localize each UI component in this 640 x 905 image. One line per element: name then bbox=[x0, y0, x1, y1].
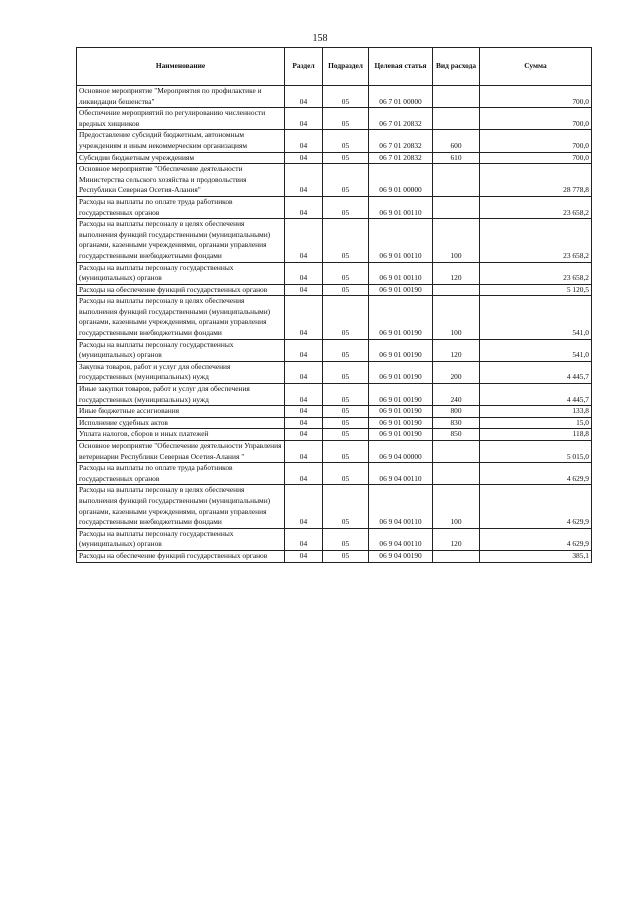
header-subsection: Подраздел bbox=[323, 48, 369, 86]
cell-name: Расходы на выплаты персоналу в целях обеспечения выполнения функций государственными (муниципальными) органами, казенными учреждениями, органами управления государственными внебюджетными фондами bbox=[77, 219, 285, 262]
cell-expense-type bbox=[433, 108, 480, 130]
table-row bbox=[77, 361, 592, 383]
cell-expense-type: 120 bbox=[433, 262, 480, 284]
cell-target: 06 9 01 00110 bbox=[369, 196, 433, 218]
cell-amount: 28 778,8 bbox=[480, 164, 592, 197]
cell-subsection: 05 bbox=[323, 130, 369, 152]
table-row bbox=[77, 164, 592, 197]
cell-name: Субсидии бюджетным учреждениям bbox=[77, 152, 285, 164]
cell-expense-type bbox=[433, 441, 480, 463]
cell-subsection: 05 bbox=[323, 406, 369, 418]
cell-section: 04 bbox=[285, 528, 323, 550]
cell-amount: 385,1 bbox=[480, 550, 592, 562]
cell-expense-type bbox=[433, 284, 480, 296]
table-row bbox=[77, 417, 592, 429]
cell-subsection: 05 bbox=[323, 296, 369, 339]
cell-name: Расходы на выплаты по оплате труда работников государственных органов bbox=[77, 463, 285, 485]
cell-expense-type: 120 bbox=[433, 528, 480, 550]
cell-name: Расходы на выплаты персоналу в целях обеспечения выполнения функций государственными (муниципальными) органами, казенными учреждениями, органами управления государственными внебюджетными фондами bbox=[77, 485, 285, 528]
cell-expense-type: 610 bbox=[433, 152, 480, 164]
cell-name: Исполнение судебных актов bbox=[77, 417, 285, 429]
cell-subsection: 05 bbox=[323, 152, 369, 164]
cell-expense-type bbox=[433, 463, 480, 485]
cell-target: 06 9 04 00000 bbox=[369, 441, 433, 463]
cell-subsection: 05 bbox=[323, 550, 369, 562]
cell-amount: 700,0 bbox=[480, 130, 592, 152]
table-row bbox=[77, 108, 592, 130]
cell-section: 04 bbox=[285, 284, 323, 296]
cell-name: Основное мероприятие "Мероприятия по профилактике и ликвидации бешенства" bbox=[77, 86, 285, 108]
cell-target: 06 9 01 00190 bbox=[369, 339, 433, 361]
cell-section: 04 bbox=[285, 296, 323, 339]
cell-expense-type: 830 bbox=[433, 417, 480, 429]
cell-section: 04 bbox=[285, 384, 323, 406]
cell-target: 06 9 01 00190 bbox=[369, 284, 433, 296]
cell-name: Расходы на обеспечение функций государственных органов bbox=[77, 550, 285, 562]
cell-target: 06 9 01 00190 bbox=[369, 406, 433, 418]
cell-name: Основное мероприятие "Обеспечение деятельности Управления ветеринарии Республики Северная Осетия-Алания " bbox=[77, 441, 285, 463]
cell-name: Расходы на обеспечение функций государственных органов bbox=[77, 284, 285, 296]
cell-amount: 541,0 bbox=[480, 339, 592, 361]
cell-target: 06 9 04 00110 bbox=[369, 463, 433, 485]
table-row bbox=[77, 196, 592, 218]
table-row bbox=[77, 152, 592, 164]
cell-subsection: 05 bbox=[323, 441, 369, 463]
cell-section: 04 bbox=[285, 361, 323, 383]
cell-section: 04 bbox=[285, 196, 323, 218]
cell-name: Закупка товаров, работ и услуг для обеспечения государственных (муниципальных) нужд bbox=[77, 361, 285, 383]
cell-subsection: 05 bbox=[323, 485, 369, 528]
cell-target: 06 9 01 00190 bbox=[369, 429, 433, 441]
cell-target: 06 9 01 00190 bbox=[369, 361, 433, 383]
cell-target: 06 9 01 00110 bbox=[369, 219, 433, 262]
cell-name: Обеспечение мероприятий по регулированию численности вредных хищников bbox=[77, 108, 285, 130]
cell-section: 04 bbox=[285, 485, 323, 528]
cell-section: 04 bbox=[285, 164, 323, 197]
cell-subsection: 05 bbox=[323, 108, 369, 130]
cell-expense-type bbox=[433, 164, 480, 197]
cell-name: Расходы на выплаты персоналу государственных (муниципальных) органов bbox=[77, 339, 285, 361]
cell-section: 04 bbox=[285, 463, 323, 485]
cell-amount: 133,8 bbox=[480, 406, 592, 418]
table-header-row bbox=[77, 48, 592, 86]
cell-name: Расходы на выплаты персоналу в целях обеспечения выполнения функций государственными (муниципальными) органами, казенными учреждениями, органами управления государственными внебюджетными фондами bbox=[77, 296, 285, 339]
cell-section: 04 bbox=[285, 417, 323, 429]
cell-subsection: 05 bbox=[323, 262, 369, 284]
table-row bbox=[77, 86, 592, 108]
cell-expense-type: 200 bbox=[433, 361, 480, 383]
cell-target: 06 7 01 20832 bbox=[369, 108, 433, 130]
table-row bbox=[77, 296, 592, 339]
cell-amount: 118,8 bbox=[480, 429, 592, 441]
cell-name: Иные закупки товаров, работ и услуг для обеспечения государственных (муниципальных) нужд bbox=[77, 384, 285, 406]
cell-expense-type: 240 bbox=[433, 384, 480, 406]
cell-section: 04 bbox=[285, 262, 323, 284]
cell-target: 06 7 01 20832 bbox=[369, 152, 433, 164]
table-row bbox=[77, 262, 592, 284]
cell-name: Предоставление субсидий бюджетным, автономным учреждениям и иным некоммерческим организациям bbox=[77, 130, 285, 152]
cell-name: Основное мероприятие "Обеспечение деятельности Министерства сельского хозяйства и продовольствия Республики Северная Осетия-Алания" bbox=[77, 164, 285, 197]
header-section: Раздел bbox=[285, 48, 323, 86]
budget-table bbox=[76, 47, 592, 563]
cell-amount: 4 445,7 bbox=[480, 361, 592, 383]
cell-expense-type: 100 bbox=[433, 485, 480, 528]
cell-subsection: 05 bbox=[323, 417, 369, 429]
cell-subsection: 05 bbox=[323, 528, 369, 550]
table-row bbox=[77, 130, 592, 152]
cell-target: 06 9 01 00110 bbox=[369, 262, 433, 284]
cell-section: 04 bbox=[285, 406, 323, 418]
cell-subsection: 05 bbox=[323, 284, 369, 296]
cell-amount: 700,0 bbox=[480, 86, 592, 108]
header-expense-type: Вид расхода bbox=[433, 48, 480, 86]
table-row bbox=[77, 219, 592, 262]
table-row bbox=[77, 528, 592, 550]
cell-name: Расходы на выплаты по оплате труда работников государственных органов bbox=[77, 196, 285, 218]
cell-amount: 23 658,2 bbox=[480, 262, 592, 284]
cell-name: Уплата налогов, сборов и иных платежей bbox=[77, 429, 285, 441]
cell-subsection: 05 bbox=[323, 196, 369, 218]
cell-section: 04 bbox=[285, 108, 323, 130]
table-row bbox=[77, 284, 592, 296]
cell-section: 04 bbox=[285, 550, 323, 562]
cell-subsection: 05 bbox=[323, 164, 369, 197]
cell-expense-type: 850 bbox=[433, 429, 480, 441]
cell-amount: 5 120,5 bbox=[480, 284, 592, 296]
cell-subsection: 05 bbox=[323, 219, 369, 262]
cell-expense-type: 100 bbox=[433, 219, 480, 262]
cell-amount: 23 658,2 bbox=[480, 196, 592, 218]
table-row bbox=[77, 384, 592, 406]
cell-section: 04 bbox=[285, 441, 323, 463]
table-row bbox=[77, 485, 592, 528]
cell-expense-type bbox=[433, 86, 480, 108]
cell-name: Иные бюджетные ассигнования bbox=[77, 406, 285, 418]
table-row bbox=[77, 463, 592, 485]
header-name: Наименование bbox=[77, 48, 285, 86]
cell-amount: 4 629,9 bbox=[480, 485, 592, 528]
cell-name: Расходы на выплаты персоналу государственных (муниципальных) органов bbox=[77, 262, 285, 284]
table-row bbox=[77, 339, 592, 361]
cell-target: 06 9 01 00000 bbox=[369, 164, 433, 197]
cell-section: 04 bbox=[285, 86, 323, 108]
cell-expense-type: 120 bbox=[433, 339, 480, 361]
cell-amount: 5 015,0 bbox=[480, 441, 592, 463]
cell-section: 04 bbox=[285, 219, 323, 262]
cell-target: 06 9 04 00190 bbox=[369, 550, 433, 562]
cell-target: 06 9 01 00190 bbox=[369, 384, 433, 406]
cell-name: Расходы на выплаты персоналу государственных (муниципальных) органов bbox=[77, 528, 285, 550]
cell-subsection: 05 bbox=[323, 361, 369, 383]
cell-section: 04 bbox=[285, 130, 323, 152]
cell-target: 06 7 01 00000 bbox=[369, 86, 433, 108]
cell-amount: 700,0 bbox=[480, 152, 592, 164]
cell-amount: 15,0 bbox=[480, 417, 592, 429]
table-row bbox=[77, 550, 592, 562]
cell-subsection: 05 bbox=[323, 384, 369, 406]
cell-amount: 700,0 bbox=[480, 108, 592, 130]
cell-subsection: 05 bbox=[323, 339, 369, 361]
cell-expense-type: 100 bbox=[433, 296, 480, 339]
cell-amount: 4 445,7 bbox=[480, 384, 592, 406]
cell-amount: 23 658,2 bbox=[480, 219, 592, 262]
cell-subsection: 05 bbox=[323, 463, 369, 485]
cell-subsection: 05 bbox=[323, 86, 369, 108]
cell-subsection: 05 bbox=[323, 429, 369, 441]
table-row bbox=[77, 441, 592, 463]
cell-amount: 4 629,9 bbox=[480, 463, 592, 485]
cell-section: 04 bbox=[285, 429, 323, 441]
cell-target: 06 9 01 00190 bbox=[369, 417, 433, 429]
cell-section: 04 bbox=[285, 339, 323, 361]
cell-section: 04 bbox=[285, 152, 323, 164]
header-amount: Сумма bbox=[480, 48, 592, 86]
cell-target: 06 7 01 20832 bbox=[369, 130, 433, 152]
cell-amount: 4 629,9 bbox=[480, 528, 592, 550]
cell-amount: 541,0 bbox=[480, 296, 592, 339]
cell-expense-type bbox=[433, 550, 480, 562]
table-row bbox=[77, 429, 592, 441]
cell-target: 06 9 04 00110 bbox=[369, 485, 433, 528]
cell-expense-type bbox=[433, 196, 480, 218]
page-number: 158 bbox=[312, 33, 328, 44]
header-target: Целевая статья bbox=[369, 48, 433, 86]
cell-expense-type: 800 bbox=[433, 406, 480, 418]
table-row bbox=[77, 406, 592, 418]
cell-target: 06 9 01 00190 bbox=[369, 296, 433, 339]
cell-expense-type: 600 bbox=[433, 130, 480, 152]
cell-target: 06 9 04 00110 bbox=[369, 528, 433, 550]
